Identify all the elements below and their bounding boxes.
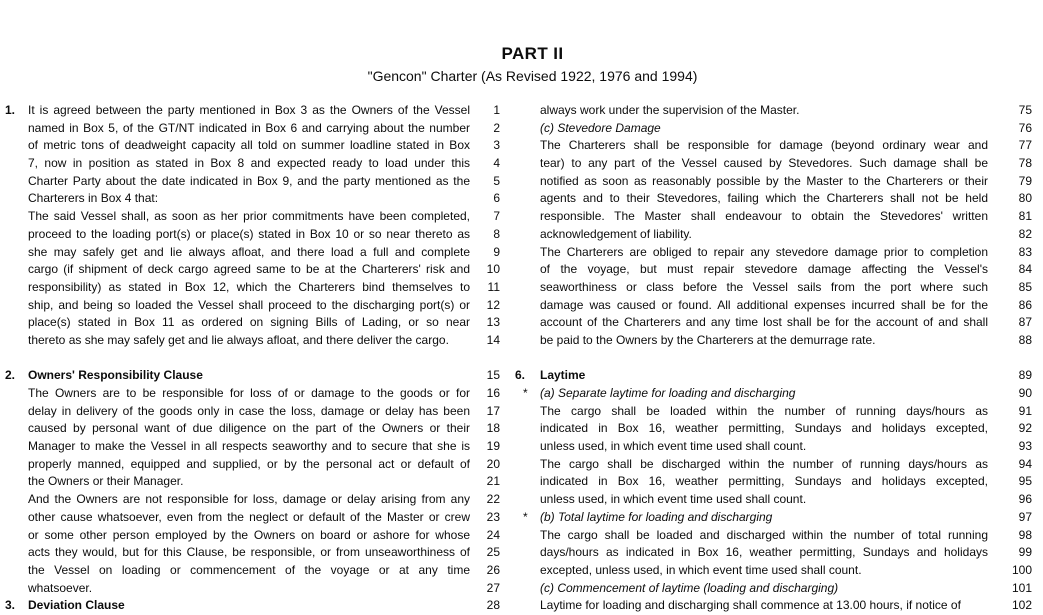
- text-line-row: [5, 562, 500, 580]
- text-line-row: [5, 261, 500, 279]
- text-line-row: [515, 438, 1032, 456]
- text-line-row: [515, 456, 1032, 474]
- line-number: 82: [1018, 226, 1032, 241]
- text-line-row: [5, 120, 500, 138]
- body-text-line: whatsoever.: [28, 580, 93, 595]
- line-number: 11: [487, 279, 500, 294]
- text-line-row: [5, 456, 500, 474]
- clause-number-marker: [5, 155, 28, 173]
- text-line-row: [515, 580, 1032, 598]
- body-text-line: Laytime for loading and discharging shall commence at 13.00 hours, if notice of: [540, 598, 961, 613]
- text-line-row: [5, 137, 500, 155]
- text-line-row: [515, 385, 1032, 403]
- line-number: 77: [1018, 138, 1032, 153]
- text-line-row: [5, 385, 500, 403]
- text-line-row: [5, 367, 500, 385]
- clause-number-marker: [515, 420, 540, 438]
- body-text-line: responsible. The Master shall endeavour to obtain the Stevedores' written: [540, 209, 988, 224]
- text-line-row: [515, 102, 1032, 120]
- clause-number-marker: [5, 403, 28, 421]
- body-text-line: proceed to the loading port(s) or place(s) stated in Box 10 or so near thereto as: [28, 226, 470, 241]
- line-number: 100: [1011, 562, 1032, 577]
- clause-number-marker: [5, 226, 28, 244]
- text-line-row: [5, 102, 500, 120]
- body-text-line: responsibility) as stated in Box 12, which the Charterers bind themselves to: [28, 279, 470, 294]
- body-text-line: [540, 350, 988, 368]
- line-number: 24: [486, 527, 500, 542]
- line-number: 86: [1018, 297, 1032, 312]
- body-text-line: she may safely get and lie always afloat, and there load a full and complete: [28, 244, 470, 259]
- text-line-row: [515, 226, 1032, 244]
- text-line-row: [515, 527, 1032, 545]
- clause-number-marker: [515, 244, 540, 262]
- text-line-row: [515, 314, 1032, 332]
- line-number: 93: [1018, 439, 1032, 454]
- text-line-row: [5, 438, 500, 456]
- text-line-row: [515, 403, 1032, 421]
- body-text-line: 7, now in position as stated in Box 8 and expected ready to load under this: [28, 156, 470, 171]
- text-line-row: [5, 314, 500, 332]
- text-line-row: [5, 208, 500, 226]
- line-number: 10: [486, 262, 500, 277]
- line-number: [470, 350, 500, 368]
- line-number: 2: [493, 120, 500, 135]
- body-text-line: tear) to any part of the Vessel caused by Stevedores. Such damage shall be: [540, 156, 988, 171]
- clause-number-marker: 2.: [5, 368, 16, 383]
- line-number: 8: [493, 226, 500, 241]
- line-number: 1: [493, 103, 500, 117]
- clause-number-marker: [5, 420, 28, 438]
- clause-number-marker: [515, 438, 540, 456]
- line-number: 80: [1018, 191, 1032, 206]
- text-line-row: [515, 261, 1032, 279]
- text-line-row: [5, 580, 500, 598]
- text-line-row: [5, 244, 500, 262]
- body-text-line: The Charterers are obliged to repair any stevedore damage prior to completion: [540, 244, 988, 259]
- line-number: 5: [493, 173, 500, 188]
- body-text-line: thereto as she may safely get and lie always afloat, and there deliver the cargo.: [28, 332, 449, 347]
- clause-heading: Owners' Responsibility Clause: [28, 368, 203, 383]
- text-line-row: [515, 562, 1032, 580]
- clause-number-marker: 6.: [515, 368, 526, 383]
- line-number: 83: [1018, 244, 1032, 259]
- text-line-row: [515, 208, 1032, 226]
- line-number: 99: [1018, 545, 1032, 560]
- line-number: 94: [1018, 456, 1032, 471]
- body-text-line: ship, and being so loaded the Vessel shall proceed to the discharging port(s) or: [28, 297, 470, 312]
- clause-number-marker: [515, 102, 540, 120]
- line-number: 91: [1018, 403, 1032, 418]
- body-text-line: notified as soon as reasonably possible by the Master to the Charterers or their: [540, 173, 988, 188]
- clause-number-marker: [515, 297, 540, 315]
- line-number: 16: [486, 386, 500, 400]
- text-line-row: [515, 420, 1032, 438]
- body-text-line: unless used, in which event time used shall count.: [540, 492, 807, 507]
- text-line-row: [5, 403, 500, 421]
- text-line-row: [515, 297, 1032, 315]
- body-text-line: days/hours as indicated in Box 16, weather permitting, Sundays and holidays: [540, 545, 988, 560]
- line-number: [988, 350, 1032, 368]
- body-text-line: Charterers in Box 4 that:: [28, 191, 159, 206]
- text-line-row: [515, 244, 1032, 262]
- clause-number-marker: [5, 509, 28, 527]
- blank-line-row: [515, 350, 1032, 368]
- line-number: 12: [486, 297, 500, 312]
- body-text-line: And the Owners are not responsible for loss, damage or delay arising from any: [28, 492, 470, 507]
- body-text-line: seaworthiness or class before the Vessel sails from the port where such: [540, 279, 988, 294]
- line-number: 79: [1018, 173, 1032, 188]
- clause-number-marker: [5, 562, 28, 580]
- clause-number-marker: [515, 527, 540, 545]
- body-text-line: caused by personal want of due diligence on the part of the Owners or their: [28, 421, 470, 436]
- clause-number-marker: [515, 173, 540, 191]
- line-number: 9: [493, 244, 500, 259]
- clause-number-marker: [515, 403, 540, 421]
- text-line-row: [515, 367, 1032, 385]
- body-text-line: delay in delivery of the goods only in case the loss, damage or delay has been: [28, 403, 470, 418]
- line-number: 88: [1018, 332, 1032, 347]
- text-line-row: [5, 544, 500, 562]
- text-line-row: [5, 279, 500, 297]
- line-number: 23: [486, 509, 500, 524]
- text-line-row: [5, 473, 500, 491]
- text-line-row: [515, 544, 1032, 562]
- text-line-row: [5, 509, 500, 527]
- clause-number-marker: [515, 137, 540, 155]
- clause-number-marker: 1.: [5, 103, 16, 117]
- text-line-row: [5, 420, 500, 438]
- body-text-line: The Charterers shall be responsible for damage (beyond ordinary wear and: [540, 138, 988, 153]
- body-text-line: account of the Charterers and any time lost shall be for the account of and shall: [540, 315, 988, 330]
- body-text-line: The cargo shall be loaded within the number of running days/hours as: [540, 403, 988, 418]
- line-number: 17: [486, 403, 500, 418]
- clause-number-marker: [515, 456, 540, 474]
- line-number: 97: [1018, 509, 1032, 524]
- line-number: 3: [493, 138, 500, 153]
- clause-number-marker: [515, 155, 540, 173]
- line-number: 19: [486, 439, 500, 454]
- text-line-row: [515, 491, 1032, 509]
- clause-number-marker: [515, 580, 540, 598]
- line-number: 95: [1018, 474, 1032, 489]
- text-line-row: [515, 155, 1032, 173]
- sub-clause-heading: (b) Total laytime for loading and discharging: [540, 509, 773, 524]
- line-number: 20: [486, 456, 500, 471]
- line-number: 15: [486, 368, 500, 383]
- clause-number-marker: [515, 190, 540, 208]
- text-line-row: [5, 173, 500, 191]
- body-text-line: be paid to the Owners by the Charterers at the demurrage rate.: [540, 332, 876, 347]
- clause-number-marker: [5, 314, 28, 332]
- body-text-line: named in Box 5, of the GT/NT indicated in Box 6 and carrying about the number: [28, 120, 470, 135]
- line-number: 76: [1018, 120, 1032, 135]
- text-line-row: [5, 597, 500, 615]
- clause-number-marker: [5, 190, 28, 208]
- text-line-row: [515, 332, 1032, 350]
- text-line-row: [515, 190, 1032, 208]
- line-number: 13: [486, 315, 500, 330]
- body-text-line: indicated in Box 16, weather permitting, Sundays and holidays excepted,: [540, 474, 988, 489]
- body-text-line: place(s) stated in Box 11 as ordered on signing Bills of Lading, or so near: [28, 315, 470, 330]
- body-text-line: Manager to make the Vessel in all respects seaworthy and to secure that she is: [28, 439, 470, 454]
- line-number: 101: [1011, 580, 1032, 595]
- clause-number-marker: [5, 580, 28, 598]
- clause-number-marker: [515, 332, 540, 350]
- line-number: 6: [493, 191, 500, 206]
- line-number: 22: [486, 492, 500, 507]
- document-header: [0, 44, 1043, 85]
- line-number: 84: [1018, 262, 1032, 277]
- text-line-row: [5, 226, 500, 244]
- body-text-line: Charter Party about the date indicated in Box 9, and the party mentioned as the: [28, 173, 470, 188]
- line-number: 81: [1018, 209, 1032, 224]
- clause-number-marker: [5, 244, 28, 262]
- clause-number-marker: [5, 120, 28, 138]
- line-number: 21: [486, 474, 500, 489]
- body-text-line: cargo (if shipment of deck cargo agreed same to be at the Charterers' risk and: [28, 262, 470, 277]
- body-text-line: or some other person employed by the Owners on board or ashore for whose: [28, 527, 470, 542]
- clause-number-marker: [5, 473, 28, 491]
- line-number: 26: [486, 562, 500, 577]
- body-text-line: The cargo shall be discharged within the number of running days/hours as: [540, 456, 988, 471]
- line-number: 96: [1018, 492, 1032, 507]
- text-line-row: [515, 597, 1032, 615]
- right-text-column: [515, 102, 1032, 615]
- clause-heading: Laytime: [540, 368, 586, 383]
- body-text-line: The Owners are to be responsible for loss of or damage to the goods or for: [28, 386, 470, 400]
- text-line-row: [5, 332, 500, 350]
- line-number: 27: [486, 580, 500, 595]
- line-number: 14: [486, 332, 500, 347]
- clause-number-marker: [5, 173, 28, 191]
- body-text-line: agents and to their Stevedores, failing which the Charterers shall not be held: [540, 191, 988, 206]
- body-text-line: damage was caused or found. All additional expenses incurred shall be for the: [540, 297, 988, 312]
- clause-number-marker: [515, 261, 540, 279]
- body-text-line: unless used, in which event time used shall count.: [540, 439, 807, 454]
- text-line-row: [515, 473, 1032, 491]
- clause-number-marker: [5, 438, 28, 456]
- sub-clause-heading: (c) Stevedore Damage: [540, 120, 661, 135]
- left-text-column: [5, 102, 500, 615]
- clause-number-marker: [515, 473, 540, 491]
- clause-number-marker: [5, 332, 28, 350]
- clause-number-marker: [5, 350, 28, 368]
- body-text-line: of metric tons of deadweight capacity all told on summer loadline stated in Box: [28, 138, 470, 153]
- line-number: 87: [1018, 315, 1032, 330]
- clause-number-marker: [515, 597, 540, 615]
- provision-star-marker: *: [523, 386, 528, 400]
- clause-number-marker: [515, 226, 540, 244]
- clause-number-marker: [515, 562, 540, 580]
- clause-number-marker: [5, 527, 28, 545]
- text-line-row: [5, 155, 500, 173]
- body-text-line: properly manned, equipped and supplied, or by the personal act or default of: [28, 456, 470, 471]
- body-text-line: excepted, unless used, in which event time used shall count.: [540, 562, 862, 577]
- page-title: PART II: [501, 44, 564, 63]
- clause-number-marker: [515, 120, 540, 138]
- body-text-line: [28, 350, 470, 368]
- blank-line-row: [5, 350, 500, 368]
- line-number: 7: [493, 209, 500, 224]
- line-number: 28: [486, 598, 500, 613]
- clause-number-marker: [5, 279, 28, 297]
- clause-number-marker: 3.: [5, 598, 16, 613]
- clause-number-marker: [5, 208, 28, 226]
- body-text-line: acts they would, but for this Clause, be responsible, or from unseaworthiness of: [28, 545, 470, 560]
- body-text-line: The said Vessel shall, as soon as her prior commitments have been completed,: [28, 209, 470, 224]
- body-text-line: acknowledgement of liability.: [540, 226, 692, 241]
- text-line-row: [5, 297, 500, 315]
- body-text-line: always work under the supervision of the Master.: [540, 103, 800, 117]
- clause-number-marker: [5, 137, 28, 155]
- sub-clause-heading: (a) Separate laytime for loading and discharging: [540, 386, 796, 400]
- clause-number-marker: [5, 456, 28, 474]
- text-line-row: [515, 120, 1032, 138]
- text-line-row: [515, 173, 1032, 191]
- sub-clause-heading: (c) Commencement of laytime (loading and discharging): [540, 580, 839, 595]
- body-text-line: The cargo shall be loaded and discharged within the number of total running: [540, 527, 988, 542]
- line-number: 85: [1018, 279, 1032, 294]
- body-text-line: indicated in Box 16, weather permitting, Sundays and holidays excepted,: [540, 421, 988, 436]
- line-number: 92: [1018, 421, 1032, 436]
- line-number: 75: [1018, 103, 1032, 117]
- text-line-row: [5, 491, 500, 509]
- clause-heading: Deviation Clause: [28, 598, 125, 613]
- clause-number-marker: [5, 385, 28, 403]
- line-number: 102: [1011, 598, 1032, 613]
- body-text-line: the Owners or their Manager.: [28, 474, 184, 489]
- line-number: 25: [486, 545, 500, 560]
- clause-number-marker: [5, 491, 28, 509]
- clause-number-marker: [515, 491, 540, 509]
- clause-number-marker: [515, 208, 540, 226]
- body-text-line: other cause whatsoever, even from the neglect or default of the Master or crew: [28, 509, 470, 524]
- provision-star-marker: *: [523, 509, 528, 524]
- clause-number-marker: [515, 544, 540, 562]
- body-text-line: the Vessel on loading or commencement of the voyage or at any time: [28, 562, 470, 577]
- line-number: 4: [493, 156, 500, 171]
- text-line-row: [515, 509, 1032, 527]
- text-line-row: [5, 527, 500, 545]
- line-number: 90: [1018, 386, 1032, 400]
- clause-number-marker: [5, 297, 28, 315]
- clause-number-marker: [5, 261, 28, 279]
- line-number: 89: [1018, 368, 1032, 383]
- line-number: 98: [1018, 527, 1032, 542]
- clause-number-marker: [5, 544, 28, 562]
- clause-number-marker: [515, 279, 540, 297]
- text-line-row: [515, 279, 1032, 297]
- page-subtitle: "Gencon" Charter (As Revised 1922, 1976 and 1994): [367, 68, 698, 84]
- line-number: 18: [486, 421, 500, 436]
- text-line-row: [5, 190, 500, 208]
- body-text-line: It is agreed between the party mentioned in Box 3 as the Owners of the Vessel: [28, 103, 470, 117]
- body-text-line: of the voyage, but must repair stevedore damage affecting the Vessel's: [540, 262, 988, 277]
- line-number: 78: [1018, 156, 1032, 171]
- clause-number-marker: [515, 350, 540, 368]
- clause-number-marker: [515, 314, 540, 332]
- text-line-row: [515, 137, 1032, 155]
